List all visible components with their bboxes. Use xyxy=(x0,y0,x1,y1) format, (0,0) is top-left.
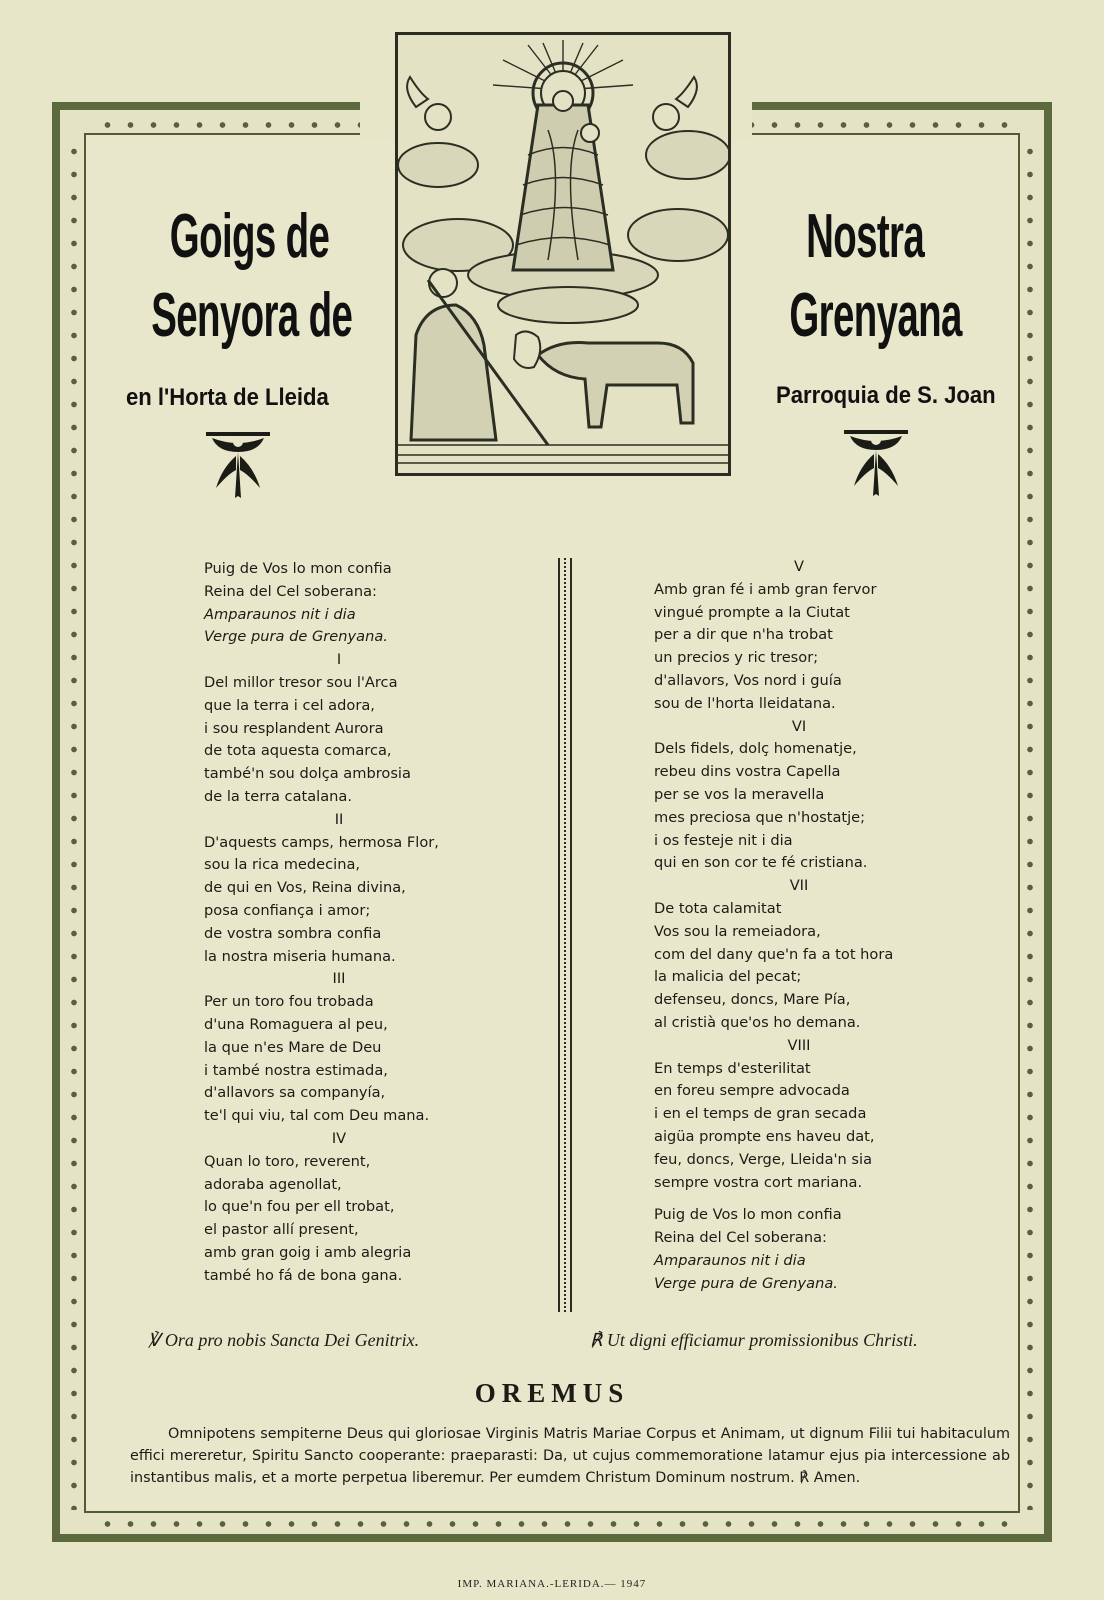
verse-line: En temps d'esterilitat xyxy=(654,1059,811,1077)
verse-line xyxy=(654,1194,944,1204)
title-left-line2: Senyora de xyxy=(151,281,353,350)
fleuron-ornament-right xyxy=(840,426,912,498)
stanza-number: VIII xyxy=(787,1036,811,1054)
verse-line: lo que'n fou per ell trobat, xyxy=(204,1198,395,1216)
verse-line: posa confiança i amor; xyxy=(204,901,371,919)
verse-line: Verge pura de Grenyana. xyxy=(654,1274,838,1292)
verse-line: de vostra sombra confia xyxy=(204,924,382,942)
fleuron-ornament-left xyxy=(202,428,274,500)
verse-line: Dels fidels, dolç homenatje, xyxy=(654,740,857,758)
verse-line: Puig de Vos lo mon confia xyxy=(654,1206,842,1224)
verse-line: Amb gran fé i amb gran fervor xyxy=(654,580,877,598)
verse-line: en foreu sempre advocada xyxy=(654,1082,850,1100)
verse-line: que la terra i cel adora, xyxy=(204,696,375,714)
verse-line: de tota aquesta comarca, xyxy=(204,742,392,760)
verse-line: amb gran goig i amb alegria xyxy=(204,1243,412,1261)
response: ℟ Ut digni efficiamur promissionibus Christi. xyxy=(590,1330,918,1350)
title-left-line1: Goigs de xyxy=(169,202,330,271)
versicle: ℣ Ora pro nobis Sancta Dei Genitrix. xyxy=(148,1330,420,1350)
verse-line: D'aquests camps, hermosa Flor, xyxy=(204,833,439,851)
verse-line: sempre vostra cort mariana. xyxy=(654,1173,863,1191)
verse-line: feu, doncs, Verge, Lleida'n sia xyxy=(654,1150,873,1168)
verse-line: De tota calamitat xyxy=(654,899,782,917)
verse-line: Vos sou la remeiadora, xyxy=(654,922,821,940)
oremus-heading: OREMUS xyxy=(474,1378,630,1408)
stanza-number: I xyxy=(336,651,342,669)
verse-line: i també nostra estimada, xyxy=(204,1061,388,1079)
verse-line: Puig de Vos lo mon confia xyxy=(204,560,392,577)
verse-line: i os festeje nit i dia xyxy=(654,831,793,849)
verse-line: de qui en Vos, Reina divina, xyxy=(204,879,406,897)
border-dots-right xyxy=(1026,140,1034,1510)
subtitle-right: Parroquia de S. Joan xyxy=(776,382,996,409)
subtitle-left: en l'Horta de Lleida xyxy=(126,384,329,411)
verse-line: te'l qui viu, tal com Deu mana. xyxy=(204,1107,430,1125)
verse-line: també ho fá de bona gana. xyxy=(204,1266,403,1284)
verse-line: qui en son cor te fé cristiana. xyxy=(654,854,868,872)
title-right-line2: Grenyana xyxy=(789,281,962,350)
verse-line: Reina del Cel soberana: xyxy=(654,1229,827,1247)
border-dots-bottom xyxy=(96,1520,1008,1528)
stanza-number: VII xyxy=(789,877,809,895)
title-right-line1: Nostra xyxy=(806,202,925,271)
verse-line: d'allavors, Vos nord i guía xyxy=(654,671,842,689)
verse-line: defenseu, doncs, Mare Pía, xyxy=(654,991,851,1009)
verse-line: de la terra catalana. xyxy=(204,787,353,805)
verses-left-column xyxy=(204,558,474,1288)
verse-line: la que n'es Mare de Deu xyxy=(204,1038,382,1056)
stanza-number: II xyxy=(334,810,344,828)
verse-line: d'allavors sa companyía, xyxy=(204,1084,386,1102)
stanza-number: IV xyxy=(331,1129,347,1147)
woodcut-virgin-image xyxy=(395,32,731,476)
verse-line: Reina del Cel soberana: xyxy=(204,582,377,600)
verse-line: vingué prompte a la Ciutat xyxy=(654,603,850,621)
stanza-number: VI xyxy=(791,717,807,735)
verse-line: rebeu dins vostra Capella xyxy=(654,763,841,781)
verse-line: sou la rica medecina, xyxy=(204,856,361,874)
verse-line: la malicia del pecat; xyxy=(654,968,802,986)
verse-line: Verge pura de Grenyana. xyxy=(204,628,388,646)
verse-line: Amparaunos nit i dia xyxy=(654,1251,806,1269)
verse-line: Del millor tresor sou l'Arca xyxy=(204,673,398,691)
verse-line: també'n sou dolça ambrosia xyxy=(204,765,411,783)
verses-right-column xyxy=(654,556,944,1296)
verse-line: com del dany que'n fa a tot hora xyxy=(654,945,894,963)
printer-imprint: IMP. MARIANA.-LERIDA.— 1947 xyxy=(457,1578,647,1590)
verse-line: i sou resplandent Aurora xyxy=(204,719,384,737)
verse-line: la nostra miseria humana. xyxy=(204,947,396,965)
verse-line: Per un toro fou trobada xyxy=(204,993,374,1011)
verse-line: Amparaunos nit i dia xyxy=(204,605,356,623)
verse-line: per se vos la meravella xyxy=(654,785,825,803)
prayer-text: Omnipotens sempiterne Deus qui gloriosae Virginis Matris Mariae Corpus et Animam, ut dignum Filii tui habitaculum effici mereretur, Spiritu Sancto cooperante: praeparasti: Da, ut cujus commemoratione latamur ejus pia intercessione ab instantibus malis, et a morte perpetua liberemur. Per eumdem Christum Dominum nostrum. ℟ Amen. xyxy=(130,1426,1010,1486)
stanza-number: V xyxy=(794,558,804,575)
verse-line: el pastor allí present, xyxy=(204,1221,359,1239)
verse-line: adoraba agenollat, xyxy=(204,1175,342,1193)
verse-line: aigüa prompte ens haveu dat, xyxy=(654,1127,875,1145)
verse-line: Quan lo toro, reverent, xyxy=(204,1152,371,1170)
stanza-number: III xyxy=(332,970,346,988)
verse-line: sou de l'horta lleidatana. xyxy=(654,694,836,712)
column-divider xyxy=(558,558,572,1312)
verse-line: mes preciosa que n'hostatje; xyxy=(654,808,866,826)
verse-line: i en el temps de gran secada xyxy=(654,1105,867,1123)
verse-line: d'una Romaguera al peu, xyxy=(204,1015,388,1033)
verse-line: al cristià que'os ho demana. xyxy=(654,1013,861,1031)
verse-line: un precios y ric tresor; xyxy=(654,649,819,667)
border-dots-left xyxy=(70,140,78,1510)
verse-line: per a dir que n'ha trobat xyxy=(654,626,833,644)
